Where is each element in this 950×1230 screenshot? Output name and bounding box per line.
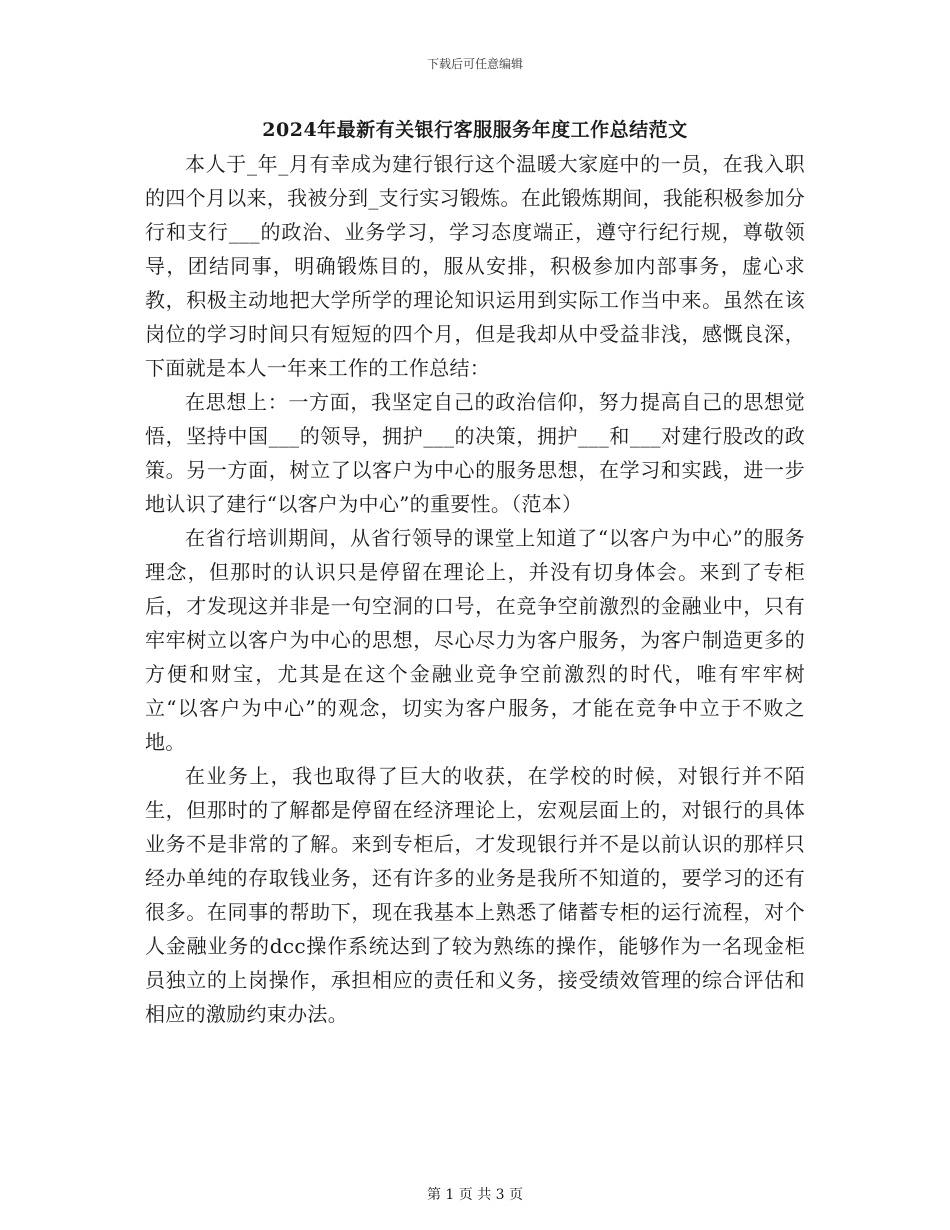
document-body: [145, 147, 805, 1031]
page-header-note: 下载后可任意编辑: [426, 57, 523, 71]
paragraph-intro: 本人于_年_月有幸成为建行银行这个温暖大家庭中的一员，在我入职的四个月以来，我被分到_支行实习锻炼。在此锻炼期间，我能积极参加分行和支行___的政治、业务学习，学习态度端正，遵守行纪行规，尊敬领导，团结同事，明确锻炼目的，服从安排，积极参加内部事务，虚心求教，积极主动地把大学所学的理论知识运用到实际工作当中来。虽然在该岗位的学习时间只有短短的四个月，但是我却从中受益非浅，感慨良深，下面就是本人一年来工作的工作总结：: [145, 152, 805, 380]
paragraph-training: 在省行培训期间，从省行领导的课堂上知道了“以客户为中心”的服务理念，但那时的认识只是停留在理论上，并没有切身体会。来到了专柜后，才发现这并非是一句空洞的口号，在竞争空前激烈的金融业中，只有牢牢树立以客户为中心的思想，尽心尽力为客户服务，为客户制造更多的方便和财宝，尤其是在这个金融业竞争空前激烈的时代，唯有牢牢树立“以客户为中心”的观念，切实为客户服务，才能在竞争中立于不败之地。: [145, 526, 805, 754]
document-title: 2024年最新有关银行客服服务年度工作总结范文: [262, 119, 688, 141]
paragraph-business: 在业务上，我也取得了巨大的收获，在学校的时候，对银行并不陌生，但那时的了解都是停留在经济理论上，宏观层面上的，对银行的具体业务不是非常的了解。来到专柜后，才发现银行并不是以前认识的那样只经办单纯的存取钱业务，还有许多的业务是我所不知道的，要学习的还有很多。在同事的帮助下，现在我基本上熟悉了储蓄专柜的运行流程，对个人金融业务的dcc操作系统达到了较为熟练的操作，能够作为一名现金柜员独立的上岗操作，承担相应的责任和义务，接受绩效管理的综合评估和相应的激励约束办法。: [145, 764, 805, 1026]
page-number-footer: 第 1 页 共 3 页: [426, 1187, 524, 1203]
paragraph-ideology: 在思想上：一方面，我坚定自己的政治信仰，努力提高自己的思想觉悟，坚持中国___的领导，拥护___的决策，拥护___和___对建行股改的政策。另一方面，树立了以客户为中心的服务思想，在学习和实践，进一步地认识了建行“以客户为中心”的重要性。（范本）: [145, 390, 805, 516]
